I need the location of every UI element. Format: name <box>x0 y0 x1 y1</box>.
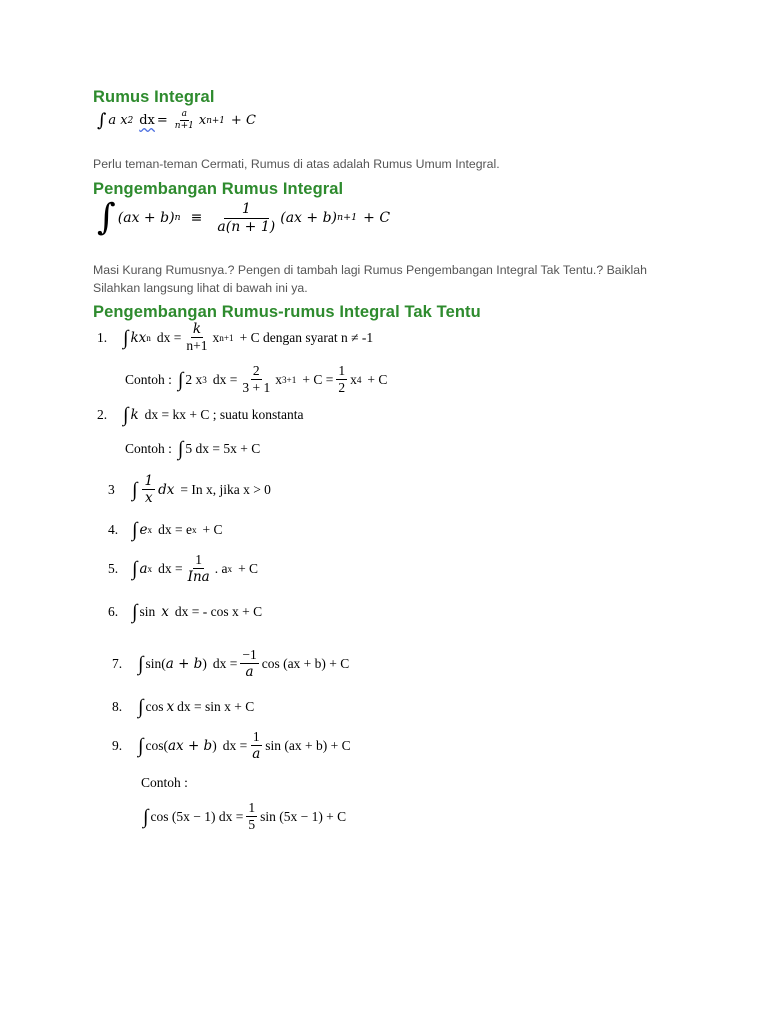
fraction: $\frac{1}{\text{Ina}}$ <box>187 552 210 586</box>
formula-example-2: Contoh : ∫ 5 dx = 5x + C <box>125 438 261 460</box>
fraction: $\frac{2}{3 + 1}$ <box>242 363 271 396</box>
fraction: $\frac{-1}{a}$ <box>242 647 257 681</box>
fraction: $\frac{k}{n+1}$ <box>186 321 208 354</box>
formula-example-9-label: Contoh : <box>141 775 188 790</box>
formula-general-integral: ∫ a x 2 dx = $\frac{a}{n+1}$ x n+1 + C <box>97 109 256 132</box>
paragraph-general-note: Perlu teman-teman Cermati, Rumus di atas adalah Rumus Umum Integral. <box>93 157 500 171</box>
formula-item-9: 9. ∫ cos( ax + b ) dx = $\frac{1}{a}$ sin (ax + b) + C <box>112 729 351 763</box>
fraction: $\frac{1}{2}$ <box>338 363 346 396</box>
fraction: $\frac{1}{5}$ <box>248 800 256 833</box>
formula-item-4: 4. ∫ e x dx = e x + C <box>108 519 223 541</box>
section-title-rumus-integral: Rumus Integral <box>93 88 215 106</box>
section-title-rumus-tak-tentu: Pengembangan Rumus-rumus Integral Tak Tentu <box>93 303 481 321</box>
formula-example-9: ∫ cos (5x − 1) dx = $\frac{1}{5}$ sin (5x − 1) + C <box>143 800 347 833</box>
formula-item-6: 6. ∫ sin x dx = - cos x + C <box>108 601 263 623</box>
formula-item-5: 5. ∫ a x dx = $\frac{1}{\text{Ina}}$ . a x + C <box>108 552 259 586</box>
formula-item-2: 2. ∫ k dx = kx + C ; suatu konstanta <box>97 404 304 426</box>
fraction: $\frac{1}{a}$ <box>252 729 261 763</box>
formula-example-1: Contoh : ∫ 2 x 3 dx = $\frac{2}{3 + 1}$ x 3+1 + C = $\frac{1}{2}$ x 4 + C <box>125 363 388 396</box>
paragraph-development-note: Masi Kurang Rumusnya.? Pengen di tambah lagi Rumus Pengembangan Integral Tak Tentu.? Baiklah Silahkan langsung lihat di bawah ini ya. <box>93 263 647 295</box>
formula-item-7: 7. ∫ sin( a + b ) dx = $\frac{-1}{a}$ cos (ax + b) + C <box>112 647 350 681</box>
fraction: $\frac{1}{x}$ <box>144 473 154 507</box>
formula-item-8: 8. ∫ cos x dx = sin x + C <box>112 696 255 718</box>
section-title-pengembangan: Pengembangan Rumus Integral <box>93 180 344 198</box>
fraction: $\frac{a}{n+1}$ <box>174 109 194 132</box>
formula-item-3: 3 ∫ $\frac{1}{x}$ dx = In x, jika x > 0 <box>108 473 271 507</box>
formula-development: ∫ (ax + b) n ≡ $\frac{1}{a(n + 1)}$ (ax + b) n+1 + C <box>97 197 391 238</box>
formula-item-1: 1. ∫ kx n dx = $\frac{k}{n+1}$ x n+1 + C dengan syarat n ≠ -1 <box>97 321 374 354</box>
fraction: $\frac{1}{a(n + 1)}$ <box>217 200 276 235</box>
